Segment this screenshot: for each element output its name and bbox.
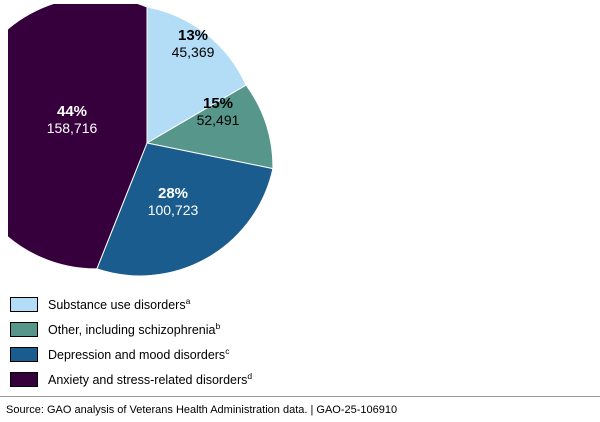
legend-item-label <box>48 346 229 362</box>
legend-label-text: Depression and mood disorders <box>48 348 226 363</box>
legend-item-label <box>48 371 252 387</box>
legend-label-text: Substance use disorders <box>48 298 186 313</box>
pie-label-percent: 15% <box>202 95 234 112</box>
pie-label-value: 52,491 <box>196 111 240 128</box>
legend-swatch-icon <box>10 297 38 312</box>
pie-label-value: 100,723 <box>147 201 199 218</box>
legend-swatch-icon <box>10 347 38 362</box>
legend-item-substance-use[interactable] <box>10 292 590 317</box>
pie-svg <box>8 4 294 282</box>
legend-label-superscript: a <box>185 296 191 307</box>
legend <box>10 292 590 392</box>
pie-label-percent: 28% <box>157 185 189 202</box>
pie-label-percent: 44% <box>56 103 88 120</box>
pie-graphic <box>8 4 294 282</box>
pie-label-value: 45,369 <box>171 43 215 60</box>
pie-label-percent: 13% <box>177 27 209 44</box>
legend-item-label <box>48 296 190 312</box>
legend-swatch-icon <box>10 372 38 387</box>
source-bar <box>0 396 600 422</box>
legend-label-text: Anxiety and stress-related disorders <box>48 373 248 388</box>
legend-label-superscript: d <box>247 371 253 382</box>
legend-item-other-schizophrenia[interactable] <box>10 317 590 342</box>
legend-label-superscript: c <box>225 346 230 357</box>
legend-label-text: Other, including schizophrenia <box>48 323 216 338</box>
legend-item-depression-mood[interactable] <box>10 342 590 367</box>
legend-item-label <box>48 321 220 337</box>
legend-label-superscript: b <box>215 321 221 332</box>
legend-swatch-icon <box>10 322 38 337</box>
pie-label-value: 158,716 <box>46 119 98 136</box>
source-note: Source: GAO analysis of Veterans Health Administration data. | GAO-25-106910 <box>6 403 398 416</box>
legend-item-anxiety-stress[interactable] <box>10 367 590 392</box>
